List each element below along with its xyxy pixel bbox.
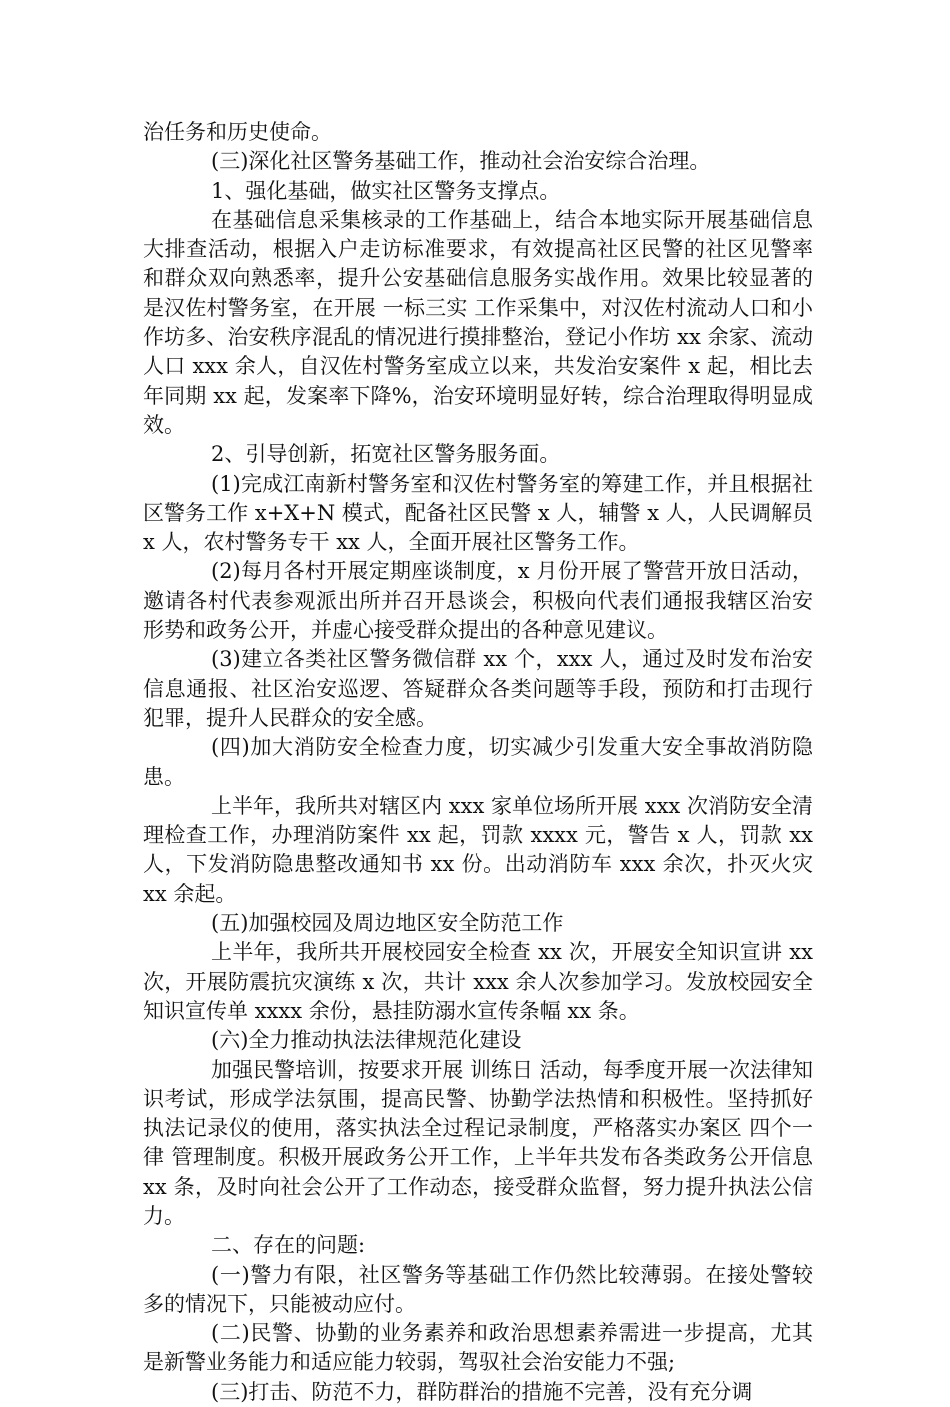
- paragraph: 上半年，我所共对辖区内 xxx 家单位场所开展 xxx 次消防安全清理检查工作，办理消防案件 xx 起，罚款 xxxx 元，警告 x 人，罚款 xx 人，下发消防隐患整改通知书 xx 份。出动消防车 xxx 余次，扑灭火灾 xx 余起。: [143, 793, 813, 906]
- subsection-heading: 2、引导创新，拓宽社区警务服务面。: [211, 442, 561, 467]
- paragraph: 在基础信息采集核录的工作基础上，结合本地实际开展基础信息大排查活动，根据入户走访标准要求，有效提高社区民警的社区见警率和群众双向熟悉率，提升公安基础信息服务实战作用。效果比较显著的是汉佐村警务室，在开展 一标三实 工作采集中，对汉佐村流动人口和小作坊多、治安秩序混乱的情况进行摸排整治，登记小作坊 xx 余家、流动人口 xxx 余人，自汉佐村警务室成立以来，共发治安案件 x 起，相比去年同期 xx 起，发案率下降%，治安环境明显好转，综合治理取得明显成效。: [143, 207, 813, 437]
- section-heading: (四)加大消防安全检查力度，切实减少引发重大安全事故消防隐患。: [143, 735, 813, 789]
- chapter-heading: 二、存在的问题:: [211, 1233, 366, 1258]
- paragraph: 加强民警培训，按要求开展 训练日 活动，每季度开展一次法律知识考试，形成学法氛围，提高民警、协勤学法热情和积极性。坚持抓好执法记录仪的使用，落实执法全过程记录制度，严格落实办案区 四个一律 管理制度。积极开展政务公开工作，上半年共发布各类政务公开信息 xx 条，及时向社会公开了工作动态，接受群众监督，努力提升执法公信力。: [143, 1057, 813, 1228]
- paragraph: 上半年，我所共开展校园安全检查 xx 次，开展安全知识宣讲 xx 次，开展防震抗灾演练 x 次，共计 xxx 余人次参加学习。发放校园安全知识宣传单 xxxx 余份，悬挂防溺水宣传条幅 xx 条。: [143, 940, 813, 1023]
- paragraph: 治任务和历史使命。: [143, 120, 332, 144]
- paragraph: (三)打击、防范不力，群防群治的措施不完善，没有充分调: [211, 1379, 753, 1404]
- paragraph: (1)完成江南新村警务室和汉佐村警务室的筹建工作，并且根据社区警务工作 x+X+N 模式，配备社区民警 x 人，辅警 x 人，人民调解员 x 人，农村警务专干 xx 人，全面开展社区警务工作。: [143, 471, 813, 555]
- paragraph: (一)警力有限，社区警务等基础工作仍然比较薄弱。在接处警较多的情况下，只能被动应付。: [143, 1262, 813, 1316]
- paragraph: (3)建立各类社区警务微信群 xx 个，xxx 人，通过及时发布治安信息通报、社区治安巡逻、答疑群众各类问题等手段，预防和打击现行犯罪，提升人民群众的安全感。: [143, 647, 813, 730]
- section-heading: (六)全力推动执法法律规范化建设: [211, 1028, 522, 1053]
- paragraph: (2)每月各村开展定期座谈制度，x 月份开展了警营开放日活动，邀请各村代表参观派出所并召开恳谈会，积极向代表们通报我辖区治安形势和政务公开，并虚心接受群众提出的各种意见建议。: [143, 559, 813, 643]
- section-heading: (五)加强校园及周边地区安全防范工作: [211, 911, 564, 936]
- paragraph: (二)民警、协勤的业务素养和政治思想素养需进一步提高，尤其是新警业务能力和适应能力较弱，驾驭社会治安能力不强;: [143, 1321, 813, 1375]
- document-page: [143, 118, 813, 1407]
- subsection-heading: 1、强化基础，做实社区警务支撑点。: [211, 178, 561, 203]
- section-heading: (三)深化社区警务基础工作，推动社会治安综合治理。: [211, 149, 711, 174]
